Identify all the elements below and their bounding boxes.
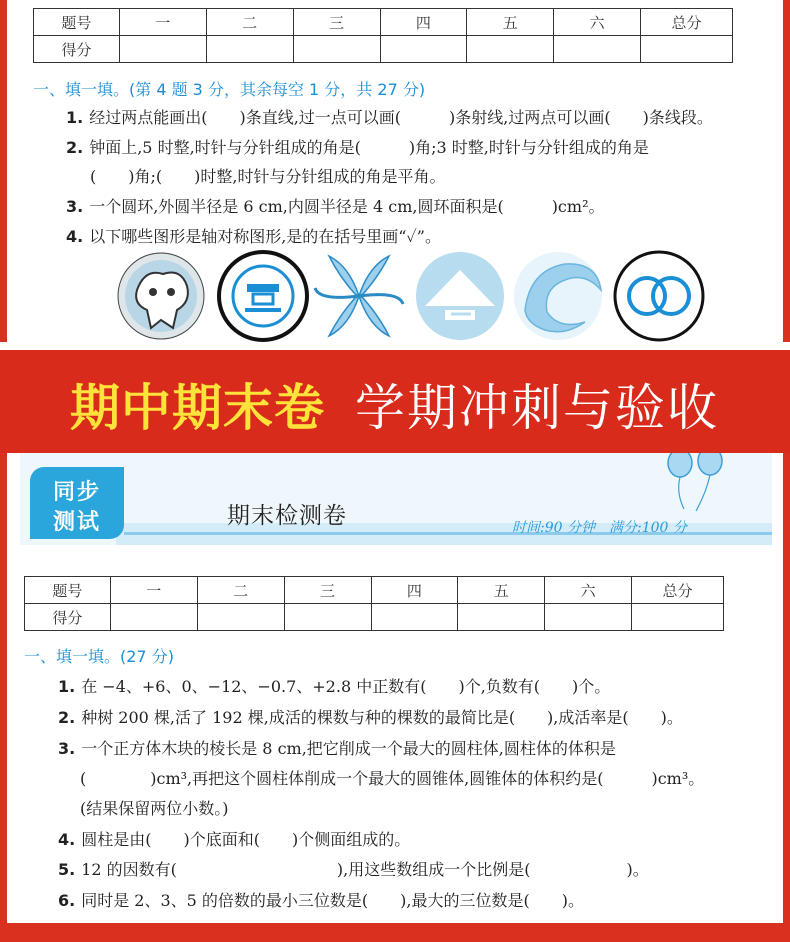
question-item: [66, 135, 649, 158]
question-item: [58, 736, 616, 759]
question-number: 2.: [58, 708, 76, 727]
score-input-cell[interactable]: [458, 604, 545, 631]
pinwheel-logo-icon: [315, 256, 403, 336]
frame-right-top: [783, 0, 790, 342]
table-cell: 总分: [632, 577, 724, 604]
sync-test-badge: [30, 467, 124, 539]
table-row: [25, 577, 724, 604]
table-cell: 三: [293, 9, 380, 36]
table-cell: 得分: [25, 604, 111, 631]
question-number: 3.: [66, 197, 84, 216]
table-cell: 总分: [641, 9, 733, 36]
score-input-cell[interactable]: [110, 604, 197, 631]
question-item: [58, 674, 610, 697]
page-title: 期末检测卷: [227, 503, 347, 529]
table-cell: 得分: [34, 36, 120, 63]
question-text: ( )cm³,再把这个圆柱体削成一个最大的圆锥体,圆锥体的体积约是( )cm³。: [80, 769, 705, 788]
question-text: 种树 200 棵,活了 192 棵,成活的棵数与种的棵数的最简比是( ),成活率是( )。: [81, 708, 683, 727]
score-input-cell[interactable]: [380, 36, 467, 63]
question-text: 钟面上,5 时整,时针与分针组成的角是( )角;3 时整,时针与分针组成的角是: [89, 138, 649, 157]
table-cell: 题号: [34, 9, 120, 36]
logo-row: [115, 250, 715, 342]
frame-bottom-bar: [0, 923, 790, 942]
score-input-cell[interactable]: [467, 36, 554, 63]
table-cell: 题号: [25, 577, 111, 604]
score-input-cell[interactable]: [545, 604, 632, 631]
question-text: 同时是 2、3、5 的倍数的最小三位数是( ),最大的三位数是( )。: [81, 891, 584, 910]
section-heading: 一、填一填。(27 分): [24, 647, 174, 666]
table-cell: 四: [371, 577, 458, 604]
seal-logo-icon: [219, 252, 307, 340]
question-item: [90, 164, 445, 187]
question-text: 一个正方体木块的棱长是 8 cm,把它削成一个最大的圆柱体,圆柱体的体积是: [81, 739, 616, 758]
promo-banner: [0, 350, 790, 453]
table-cell: 一: [110, 577, 197, 604]
section-heading: 一、填一填。(第 4 题 3 分，其余每空 1 分，共 27 分): [33, 80, 426, 99]
question-text: 圆柱是由( )个底面和( )个侧面组成的。: [81, 830, 411, 849]
question-number: 2.: [66, 138, 84, 157]
exam-meta: 时间:90 分钟 满分:100 分: [512, 520, 687, 536]
badge-line-2: 测试: [52, 510, 101, 535]
question-text: ( )角;( )时整,时针与分针组成的角是平角。: [90, 167, 446, 186]
score-input-cell[interactable]: [632, 604, 724, 631]
table-row: [34, 36, 733, 63]
bottom-score-table: [24, 576, 724, 631]
question-item: [58, 857, 649, 880]
banner-title-left: 期中期末卷: [70, 379, 325, 437]
top-score-table: [33, 8, 733, 63]
question-item: [66, 105, 713, 128]
rings-logo-icon: [615, 252, 703, 340]
question-item: [58, 888, 584, 911]
banner-title-right: 学期冲刺与验收: [355, 379, 719, 437]
score-input-cell[interactable]: [641, 36, 733, 63]
score-input-cell[interactable]: [119, 36, 206, 63]
question-number: 4.: [58, 830, 76, 849]
question-number: 4.: [66, 227, 84, 246]
table-cell: 六: [545, 577, 632, 604]
table-cell: 四: [380, 9, 467, 36]
frame-right-bottom: [783, 453, 790, 923]
table-cell: 二: [197, 577, 284, 604]
badge-line-1: 同步: [52, 480, 101, 505]
table-cell: 六: [554, 9, 641, 36]
table-cell: 三: [284, 577, 371, 604]
question-item: [80, 796, 229, 819]
question-item: [66, 224, 441, 247]
question-item: [80, 766, 704, 789]
wave-logo-icon: [514, 252, 602, 340]
question-number: 3.: [58, 739, 76, 758]
table-cell: 二: [206, 9, 293, 36]
question-text: (结果保留两位小数。): [80, 799, 229, 818]
frame-left-top: [0, 0, 7, 342]
question-item: [58, 705, 683, 728]
table-cell: 一: [119, 9, 206, 36]
table-cell: 五: [458, 577, 545, 604]
question-number: 5.: [58, 860, 76, 879]
score-input-cell[interactable]: [206, 36, 293, 63]
mountain-logo-icon: [416, 252, 504, 340]
question-number: 1.: [58, 677, 76, 696]
table-row: [34, 9, 733, 36]
ram-logo-icon: [118, 253, 204, 339]
frame-left-bottom: [0, 453, 7, 923]
question-text: 在 −4、+6、0、−12、−0.7、+2.8 中正数有( )个,负数有( )个。: [81, 677, 611, 696]
table-row: [25, 604, 724, 631]
score-input-cell[interactable]: [554, 36, 641, 63]
question-text: 一个圆环,外圆半径是 6 cm,内圆半径是 4 cm,圆环面积是( )cm²。: [89, 197, 605, 216]
question-number: 6.: [58, 891, 76, 910]
score-input-cell[interactable]: [371, 604, 458, 631]
table-cell: 五: [467, 9, 554, 36]
question-text: 12 的因数有( ),用这些数组成一个比例是( )。: [81, 860, 649, 879]
question-item: [58, 827, 410, 850]
question-item: [66, 194, 604, 217]
question-number: 1.: [66, 108, 84, 127]
score-input-cell[interactable]: [293, 36, 380, 63]
score-input-cell[interactable]: [197, 604, 284, 631]
question-text: 经过两点能画出( )条直线,过一点可以画( )条射线,过两点可以画( )条线段。: [89, 108, 713, 127]
score-input-cell[interactable]: [284, 604, 371, 631]
question-text: 以下哪些图形是轴对称图形,是的在括号里画“✓”。: [89, 227, 441, 246]
